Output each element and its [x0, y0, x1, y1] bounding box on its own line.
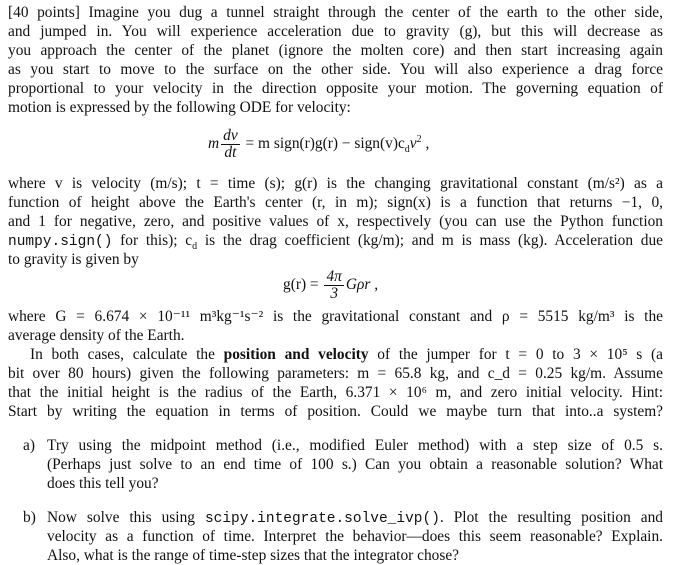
intro-line: and jumped in. You will experience acceleration due to gravity (g), but this will decrease as [8, 23, 663, 40]
ode-drag-subscript: d [404, 144, 410, 156]
g-eq-lhs: g(r) = [283, 276, 319, 294]
part-b-first-line [47, 508, 663, 529]
numpy-sign-code: numpy.sign() [8, 234, 113, 250]
ode-exponent: 2 [416, 133, 422, 145]
part-b-line: Also, what is the range of time-step sizes that the integrator chose? [47, 547, 460, 564]
intro-line: proportional to your velocity in the direction opposite your motion. The governing equation of [8, 80, 663, 97]
definition-line: function of height above the Earth's center (r, in m); sign(x) is a function that returns −1, 0, [8, 194, 663, 211]
gravity-intro: to gravity is given by [8, 251, 139, 268]
ode-tail: , [421, 135, 430, 153]
task-line [30, 345, 663, 364]
task-line: bit over 80 hours) given the following parameters: m = 65.8 kg, and c_d = 0.25 kg/m. Assume [8, 365, 663, 382]
part-b-post: . Plot the resulting position and [439, 509, 663, 526]
definition-line: where v is velocity (m/s); t = time (s); g(r) is the changing gravitational constant (m/s²) as a [8, 175, 663, 192]
task-line-pre: In both cases, calculate the [30, 346, 224, 363]
intro-line: you approach the center of the planet (ignore the molten core) and then start increasing again [8, 42, 663, 59]
task-bold: position and velocity [223, 346, 369, 363]
drag-subscript: d [192, 241, 198, 253]
g-eq-numerator: 4π [326, 268, 342, 285]
gravity-equation [283, 269, 378, 302]
numpy-line [8, 231, 663, 252]
part-b-pre: Now solve this using [47, 509, 205, 526]
constants-line: average density of the Earth. [8, 327, 185, 344]
part-b-line: velocity as a function of time. Interpret the behavior—does this seem reasonable? Explain. [47, 528, 663, 545]
g-eq-fraction [324, 269, 343, 302]
part-a-line: Try using the midpoint method (i.e., modified Euler method) with a step size of 0.5 s. [47, 437, 663, 454]
part-a-line: (Perhaps just solve to an end time of 100 s.) Can you obtain a reasonable solution? What [47, 456, 663, 473]
ode-numerator: dv [223, 127, 238, 144]
part-b-label: b) [23, 509, 36, 526]
solve-ivp-code: scipy.integrate.solve_ivp() [204, 511, 440, 527]
intro-line: as you start to move to the surface on the other side. You will also experience a drag force [8, 61, 663, 78]
ode-denominator: dt [224, 144, 237, 161]
numpy-line-text: for this); c [112, 232, 193, 249]
g-eq-rhs: Gρr , [345, 276, 379, 294]
ode-mass: m [208, 135, 220, 153]
task-line: Start by writing the equation in terms of position. Could we maybe turn that into..a system? [8, 403, 663, 420]
ode-velocity: v [409, 135, 417, 153]
intro-line: motion is expressed by the following ODE for velocity: [8, 99, 351, 116]
part-a-line: does this tell you? [47, 475, 159, 492]
constants-line: where G = 6.674 × 10⁻¹¹ m³kg⁻¹s⁻² is the gravitational constant and ρ = 5515 kg/m³ is the [8, 308, 663, 325]
numpy-line-rest: is the drag coefficient (kg/m); and m is mass (kg). Acceleration due [197, 232, 663, 249]
intro-line: [40 points] Imagine you dug a tunnel straight through the center of the earth to the other side, [8, 4, 663, 21]
part-a-label: a) [23, 437, 35, 454]
ode-derivative [221, 128, 240, 161]
velocity-ode [208, 128, 429, 161]
task-line-post: of the jumper for t = 0 to 3 × 10⁵ s (a [368, 346, 663, 363]
definition-line: and 1 for negative, zero, and positive values of x, respectively (you can use the Python function [8, 213, 663, 230]
task-line: that the initial height is the radius of the Earth, 6.371 × 10⁶ m, and zero initial velocity. Hint: [8, 384, 663, 401]
g-eq-denominator: 3 [330, 285, 339, 302]
ode-rhs: = m sign(r)g(r) − sign(v)c [245, 135, 405, 153]
